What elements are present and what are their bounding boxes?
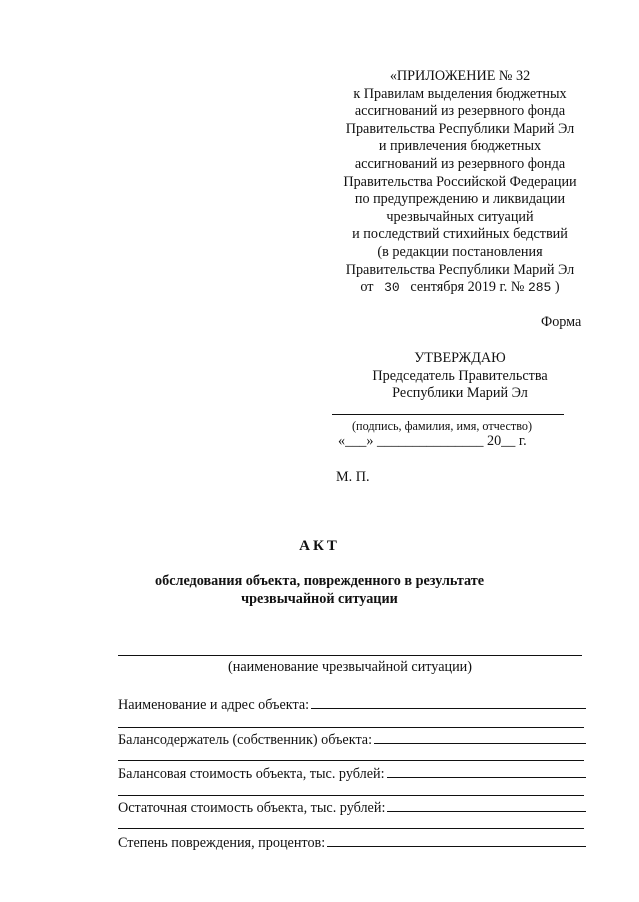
act-subtitle-line1: обследования объекта, поврежденного в результате: [155, 573, 484, 589]
act-subtitle: [0, 572, 639, 608]
resolution-month-year: сентября 2019 г. №: [410, 279, 525, 296]
field-balance-holder[interactable]: [118, 729, 586, 749]
field-label: Балансодержатель (собственник) объекта:: [118, 732, 373, 748]
annex-line: Правительства Республики Марий Эл: [345, 261, 575, 278]
signature-hint: (подпись, фамилия, имя, отчество): [352, 419, 533, 433]
field-continuation-line[interactable]: [118, 727, 584, 728]
signature-line[interactable]: [332, 414, 564, 415]
field-label: Наименование и адрес объекта:: [118, 697, 310, 713]
field-input-line[interactable]: [311, 694, 586, 709]
annex-line: (в редакции постановления: [377, 243, 543, 260]
field-continuation-line[interactable]: [118, 760, 584, 761]
date-suffix: ): [554, 279, 560, 296]
field-continuation-line[interactable]: [118, 828, 584, 829]
field-input-line[interactable]: [387, 763, 586, 778]
resolution-date-line: [330, 279, 590, 297]
annex-line: и последствий стихийных бедствий: [352, 226, 568, 243]
seal-mark: М. П.: [336, 469, 370, 485]
annex-line: Правительства Российской Федерации: [343, 173, 577, 190]
annex-line: и привлечения бюджетных: [378, 138, 542, 155]
annex-line: к Правилам выделения бюджетных: [353, 85, 567, 102]
date-prefix: от: [360, 279, 374, 296]
field-label: Степень повреждения, процентов:: [118, 835, 326, 851]
field-input-line[interactable]: [387, 797, 586, 812]
act-title: АКТ: [299, 538, 340, 554]
annex-header: [330, 68, 590, 297]
field-input-line[interactable]: [327, 832, 586, 847]
annex-line: Правительства Республики Марий Эл: [345, 120, 575, 137]
field-damage-degree[interactable]: [118, 832, 586, 852]
act-subtitle-line2: чрезвычайной ситуации: [241, 591, 398, 607]
annex-line: «ПРИЛОЖЕНИЕ № 32: [389, 68, 531, 84]
approver-position-line2: Республики Марий Эл: [392, 385, 528, 402]
emergency-name-line[interactable]: [118, 655, 582, 656]
field-residual-value[interactable]: [118, 797, 586, 817]
annex-line: ассигнований из резервного фонда: [354, 103, 566, 120]
field-object-name-address[interactable]: [118, 694, 586, 714]
annex-line: чрезвычайных ситуаций: [386, 208, 534, 225]
resolution-day: 30: [384, 280, 400, 296]
field-label: Балансовая стоимость объекта, тыс. рублей:: [118, 766, 385, 782]
emergency-name-hint: (наименование чрезвычайной ситуации): [228, 659, 472, 675]
approval-heading: УТВЕРЖДАЮ: [414, 350, 506, 366]
field-continuation-line[interactable]: [118, 795, 584, 796]
field-input-line[interactable]: [374, 729, 586, 744]
approval-block: [330, 350, 590, 403]
annex-line: по предупреждению и ликвидации: [354, 191, 566, 208]
annex-line: ассигнований из резервного фонда: [354, 155, 566, 172]
approver-position-line1: Председатель Правительства: [372, 367, 548, 384]
resolution-number: 285: [527, 280, 552, 296]
form-label: Форма: [541, 314, 582, 330]
approval-date-field[interactable]: «___» _______________ 20__ г.: [338, 433, 527, 449]
field-label: Остаточная стоимость объекта, тыс. рублей:: [118, 800, 386, 816]
field-balance-value[interactable]: [118, 763, 586, 783]
